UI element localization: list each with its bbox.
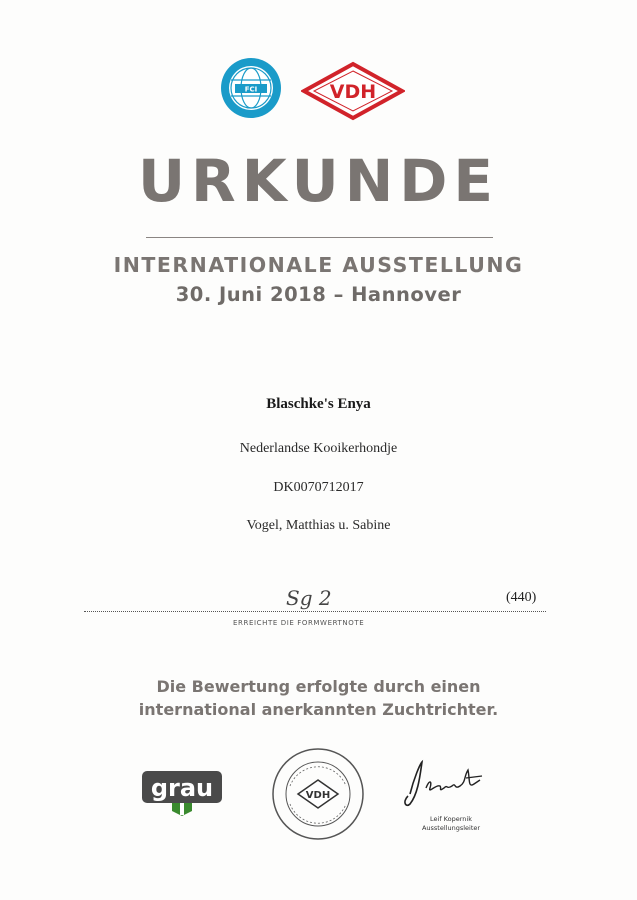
statement-line-2: international anerkannten Zuchtrichter.	[138, 700, 499, 719]
vdh-logo-text: VDH	[329, 81, 377, 103]
title-divider	[146, 237, 493, 238]
svg-text:VDH: VDH	[305, 790, 331, 801]
grau-logo-icon	[142, 769, 222, 817]
dog-owner: Vogel, Matthias u. Sabine	[246, 518, 391, 533]
dog-name: Blaschke's Enya	[266, 396, 371, 412]
signer-title: Ausstellungsleiter	[421, 824, 481, 832]
registration-number: DK0070712017	[273, 480, 364, 495]
show-date-location: 30. Juni 2018 – Hannover	[175, 283, 462, 306]
fci-logo-text: FCI	[244, 85, 258, 94]
fci-logo-icon	[219, 56, 283, 120]
catalog-number: (440)	[506, 590, 537, 605]
grau-logo-text: grau	[150, 774, 214, 802]
vdh-seal-icon	[270, 746, 366, 842]
show-subtitle: INTERNATIONALE AUSSTELLUNG	[113, 253, 524, 277]
vdh-logo-icon	[301, 61, 405, 121]
signer-name: Leif Kopernik	[430, 815, 472, 823]
signature-icon	[396, 758, 492, 810]
grade-dotted-line	[84, 611, 546, 612]
statement-line-1: Die Bewertung erfolgte durch einen	[156, 677, 481, 696]
handwritten-grade: Sg 2	[286, 586, 332, 610]
certificate-title: URKUNDE	[137, 147, 500, 215]
dog-breed: Nederlandse Kooikerhondje	[239, 441, 398, 456]
grade-caption: ERREICHTE DIE FORMWERTNOTE	[233, 619, 365, 627]
